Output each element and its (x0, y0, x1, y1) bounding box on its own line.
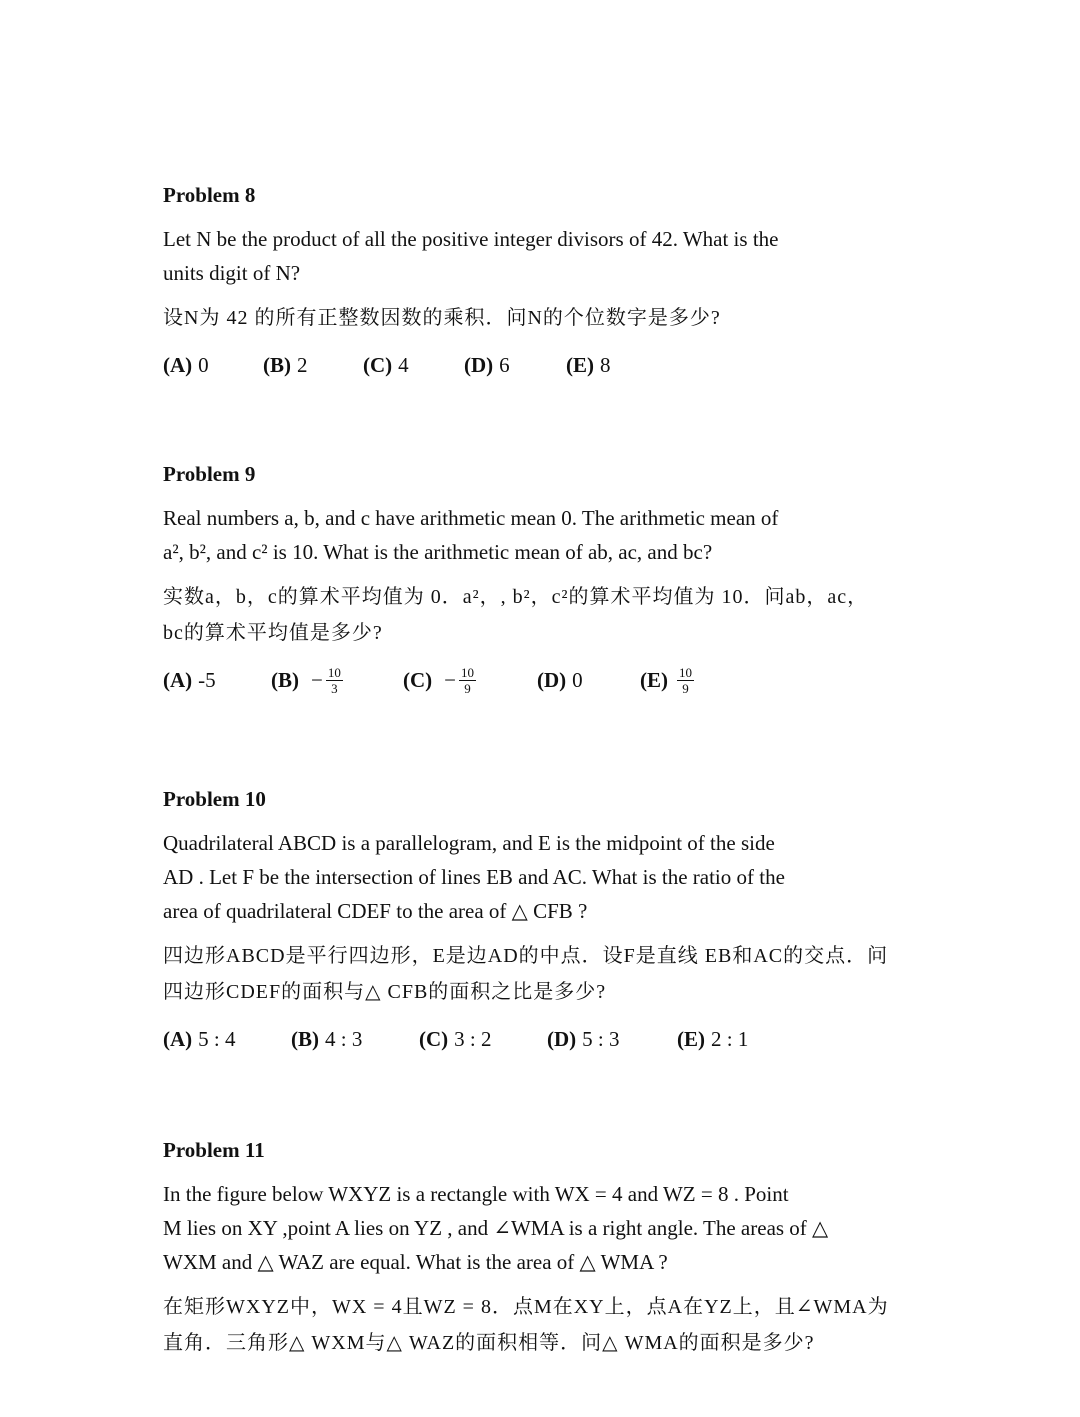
choice-b: (B) − $\frac{10}{3}$ (271, 664, 341, 696)
statement-line: Quadrilateral ABCD is a parallelogram, and E is the midpoint of the side (163, 831, 775, 855)
problem-11 (163, 1135, 923, 1361)
choice-c: (C) 4 (363, 353, 409, 377)
statement-line: 在矩形WXYZ中，WX = 4且WZ = 8．点M在XY上，点A在YZ上，且∠WMA为 (163, 1296, 889, 1318)
choice-c: (C) − $\frac{10}{9}$ (403, 664, 474, 696)
choice-d: (D) 5 : 3 (547, 1027, 620, 1051)
statement-line: 实数a，b，c的算术平均值为 0．a²，, b²，c²的算术平均值为 10．问ab，ac， (163, 586, 869, 608)
statement-line: bc的算术平均值是多少? (163, 622, 383, 644)
problem-statement-en (163, 501, 923, 569)
problem-10 (163, 784, 923, 1054)
choice-d: (D) 6 (464, 353, 510, 377)
statement-line: M lies on XY ,point A lies on YZ , and ∠WMA is a right angle. The areas of △ (163, 1216, 829, 1240)
statement-line: 直角．三角形△ WXM与△ WAZ的面积相等．问△ WMA的面积是多少? (163, 1332, 815, 1354)
choice-a: (A) 5 : 4 (163, 1027, 236, 1051)
problem-title: Problem 9 (163, 462, 256, 486)
choice-e: (E) 8 (566, 353, 611, 377)
statement-line: a², b², and c² is 10. What is the arithmetic mean of ab, ac, and bc? (163, 540, 713, 564)
problem-title: Problem 8 (163, 183, 256, 207)
answer-choices (163, 665, 923, 695)
statement-line: 四边形ABCD是平行四边形，E是边AD的中点．设F是直线 EB和AC的交点．问 (163, 945, 889, 967)
problem-statement-zh (163, 938, 923, 1010)
statement-line: 四边形CDEF的面积与△ CFB的面积之比是多少? (163, 981, 607, 1003)
problem-statement-en (163, 222, 923, 290)
statement-line: In the figure below WXYZ is a rectangle with WX = 4 and WZ = 8 . Point (163, 1182, 789, 1206)
choice-b: (B) 2 (263, 353, 308, 377)
answer-choices (163, 1024, 923, 1054)
answer-choices (163, 350, 923, 380)
problem-9 (163, 459, 923, 695)
problem-statement-zh (163, 1289, 923, 1361)
problem-statement-zh (163, 300, 923, 336)
statement-line: WXM and △ WAZ are equal. What is the area of △ WMA ? (163, 1250, 668, 1274)
problem-title: Problem 10 (163, 787, 266, 811)
problem-statement-en (163, 1177, 923, 1279)
statement-line: 设N为 42 的所有正整数因数的乘积．问N的个位数字是多少? (163, 307, 721, 329)
choice-a: (A) 0 (163, 353, 209, 377)
fraction: $\frac{10}{9}$ (461, 664, 474, 696)
statement-line: area of quadrilateral CDEF to the area of △ CFB ? (163, 899, 588, 923)
problem-statement-en (163, 826, 923, 928)
problem-title: Problem 11 (163, 1138, 265, 1162)
statement-line: AD . Let F be the intersection of lines EB and AC. What is the ratio of the (163, 865, 785, 889)
choice-c: (C) 3 : 2 (419, 1027, 492, 1051)
choice-b: (B) 4 : 3 (291, 1027, 363, 1051)
fraction: $\frac{10}{3}$ (327, 664, 341, 696)
problem-statement-zh (163, 579, 923, 651)
statement-line: Real numbers a, b, and c have arithmetic mean 0. The arithmetic mean of (163, 506, 779, 530)
problem-8 (163, 180, 923, 380)
choice-d: (D) 0 (537, 668, 583, 692)
statement-line: Let N be the product of all the positive integer divisors of 42. What is the (163, 227, 779, 251)
choice-e: (E) $\frac{10}{9}$ (640, 664, 692, 696)
choice-e: (E) 2 : 1 (677, 1027, 749, 1051)
statement-line: units digit of N? (163, 261, 301, 285)
choice-a: (A) -5 (163, 668, 216, 692)
fraction: $\frac{10}{9}$ (679, 664, 692, 696)
